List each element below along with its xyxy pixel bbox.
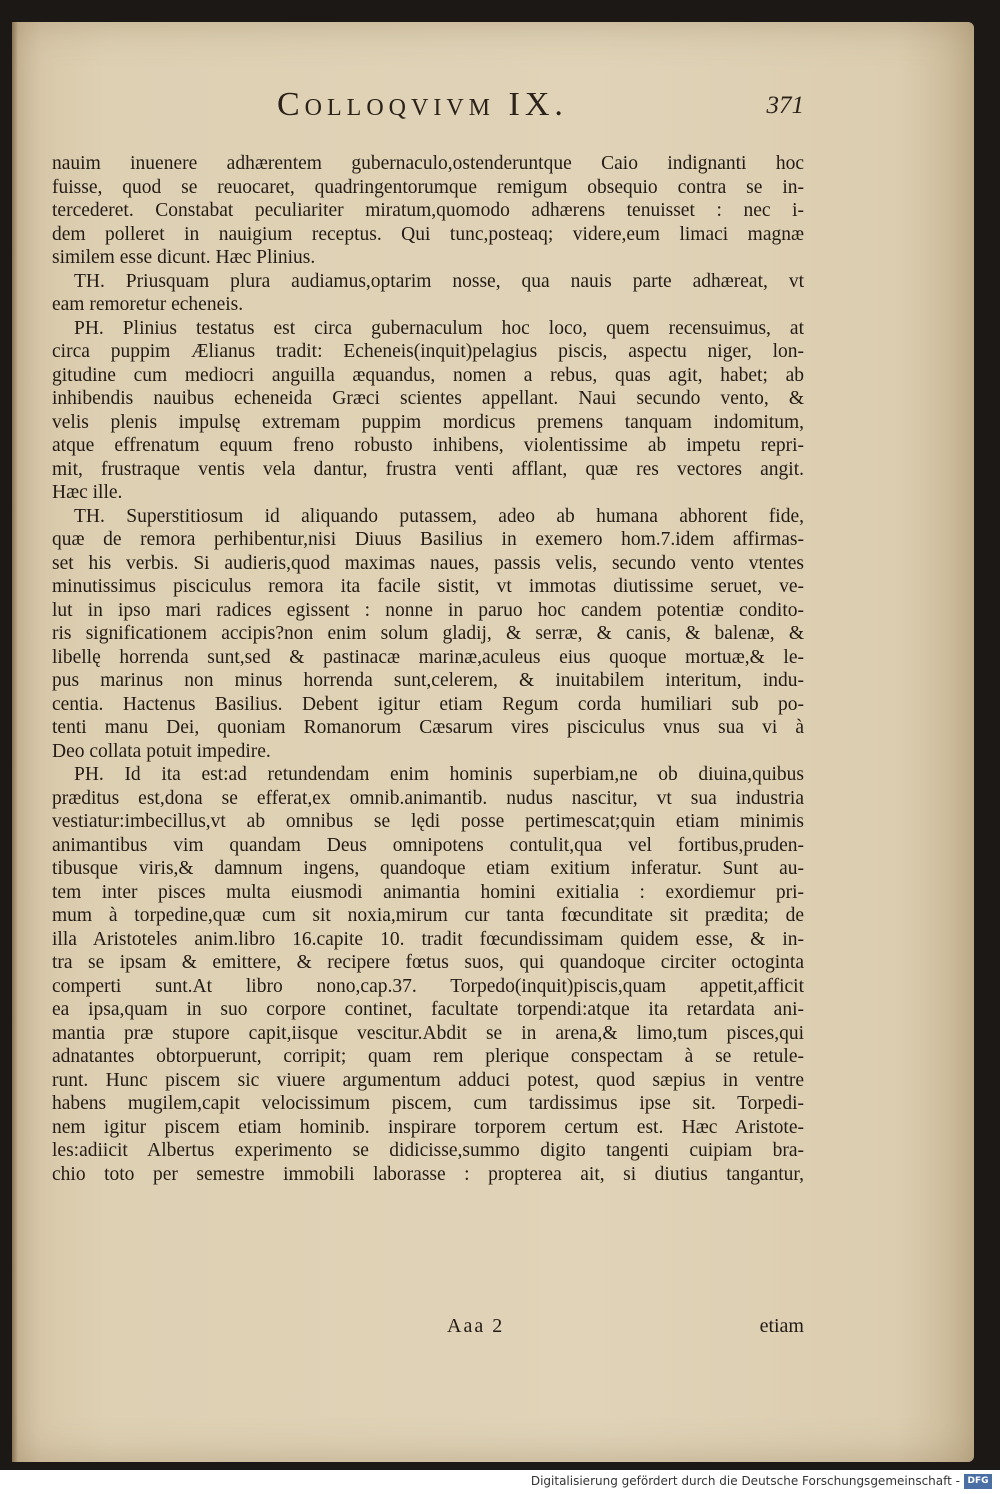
text-line: PH. Plinius testatus est circa gubernaculum hoc loco, quem recensuimus, at [74, 317, 804, 339]
text-line: tem inter pisces multa eiusmodi animantia homini exitialia : exordiemur pri- [52, 881, 804, 903]
text-line: pus marinus non minus horrenda sunt,celerem, & inuitabilem interitum, indu- [52, 670, 804, 691]
page-number: 371 [766, 92, 804, 119]
text-line: comperti sunt.At libro nono,cap.37. Torpedo(inquit)piscis,quam appetit,afficit [52, 975, 804, 997]
text-line: velis plenis impulsę extremam puppim mordicus premens tanquam indomitum, [52, 411, 804, 433]
text-line: centia. Hactenus Basilius. Debent igitur etiam Regum corda humiliari sub po- [52, 693, 804, 715]
text-line: inhibendis nauibus echeneida Græci scientes appellant. Naui secundo vento, & [52, 388, 804, 409]
catchword: etiam [759, 1315, 804, 1337]
text-line: TH. Superstitiosum id aliquando putassem, adeo ab humana abhorent fide, [74, 505, 804, 527]
text-line: set his verbis. Si audieris,quod maximas naues, passis velis, secundo vento vtentes [52, 552, 804, 574]
text-line: Hæc ille. [52, 482, 123, 503]
text-line: mit, frustraque ventis vela dantur, frustra venti afflant, quæ res vectores angit. [52, 458, 804, 480]
text-line: vestiatur:imbecillus,vt ab omnibus se lędi posse pertimescat;quin etiam minimis [52, 811, 804, 832]
text-line: fuisse, quod se reuocaret, quadringentorumque remigum obsequio contra se in- [52, 176, 804, 198]
page-gutter [12, 22, 18, 1462]
text-line: illa Aristoteles anim.libro 16.capite 10. tradit fœcundissimam quidem esse, & in- [52, 928, 804, 950]
text-line: atque effrenatum equum freno robusto inhibens, violentissime ab impetu repri- [52, 435, 804, 456]
text-line: Deo collata potuit impedire. [52, 740, 271, 762]
text-line: adnatantes obtorpuerunt, corripit; quam rem plerique conspectam à se retule- [52, 1046, 804, 1067]
signature-mark: Aaa 2 [447, 1315, 505, 1337]
text-line: ris significationem accipis?non enim solum gladij, & serræ, & canis, & balenæ, & [52, 623, 804, 644]
text-line: nem igitur piscem etiam hominib. inspirare torporem certum est. Hæc Aristote- [52, 1116, 804, 1138]
text-line: tibusque viris,& damnum ingens, quandoque etiam exitium inferatur. Sunt au- [52, 858, 804, 879]
page-body-text [52, 152, 804, 1186]
text-line: habens mugilem,capit velocissimum piscem, cum tardissimus ipse sit. Torpedi- [52, 1093, 804, 1114]
text-line: tra se ipsam & emittere, & recipere fœtus suos, qui quandoque circiter octoginta [52, 952, 804, 973]
text-line: lut in ipso mari radices egissent : nonne in paruo hoc candem potentiæ condito- [52, 599, 804, 621]
text-line: libellę horrenda sunt,sed & pastinacæ marinæ,aculeus eius quoque mortuæ,& le- [52, 646, 804, 668]
text-line: mantia præ stupore capit,iisque vescitur.Abdit se in arena,& limo,tum pisces,qui [52, 1022, 804, 1044]
text-line: quæ de remora perhibentur,nisi Diuus Basilius in exemero hom.7.idem affirmas- [52, 529, 804, 550]
text-line: eam remoretur echeneis. [52, 294, 244, 315]
page-header [12, 86, 974, 126]
funding-credit: Digitalisierung gefördert durch die Deutsche Forschungsgemeinschaft - [530, 1474, 960, 1488]
text-line: les:adiicit Albertus experimento se didicisse,summo digito tangenti cuipiam bra- [52, 1140, 804, 1161]
text-line: gitudine cum mediocri anguilla æquandus, nomen a rebus, quas agit, habet; ab [52, 364, 804, 386]
text-line: chio toto per semestre immobili laborasse : propterea ait, si diutius tangantur, [52, 1163, 804, 1185]
text-line: animantibus vim quandam Deus omnipotens contulit,qua vel fortibus,pruden- [52, 834, 804, 856]
text-line: tenti manu Dei, quoniam Romanorum Cæsarum vires pisciculus vnus sua vi à [52, 717, 804, 738]
text-line: minutissimus pisciculus remora ita facile sistit, vt immotas diutissime seruet, ve- [52, 576, 804, 597]
text-line: tercederet. Constabat peculiariter miratum,quomodo adhærens tenuisset : nec i- [52, 200, 804, 221]
dfg-logo: DFG [964, 1474, 992, 1489]
text-line: runt. Hunc piscem sic viuere argumentum adduci potest, quod sæpius in ventre [52, 1069, 804, 1091]
text-line: dem polleret in nauigium receptus. Qui tunc,posteaq; videre,eum limaci magnæ [52, 223, 804, 245]
text-line: mum à torpedine,quæ cum sit noxia,mirum cur tanta fœcunditate sit prædita; de [52, 905, 804, 926]
text-line: similem esse dicunt. Hæc Plinius. [52, 247, 316, 268]
text-line: TH. Priusquam plura audiamus,optarim nosse, qua nauis parte adhæreat, vt [74, 270, 804, 292]
text-line: ea ipsa,quam in suo corpore continet, facultate torpendi:atque ita retardata ani- [52, 999, 804, 1020]
text-line: nauim inuenere adhærentem gubernaculo,ostenderuntque Caio indignanti hoc [52, 153, 804, 174]
book-page [12, 22, 974, 1462]
credit-bar [0, 1470, 1000, 1494]
running-title: Colloqvivm IX. [277, 86, 568, 123]
text-line: PH. Id ita est:ad retundendam enim hominis superbiam,ne ob diuina,quibus [74, 764, 804, 785]
text-line: præditus est,dona se efferat,ex omnib.animantib. nudus nascitur, vt sua industria [52, 787, 804, 809]
text-line: circa puppim Ælianus tradit: Echeneis(inquit)pelagius piscis, aspectu niger, lon- [52, 341, 804, 362]
page-footer [52, 1315, 804, 1343]
